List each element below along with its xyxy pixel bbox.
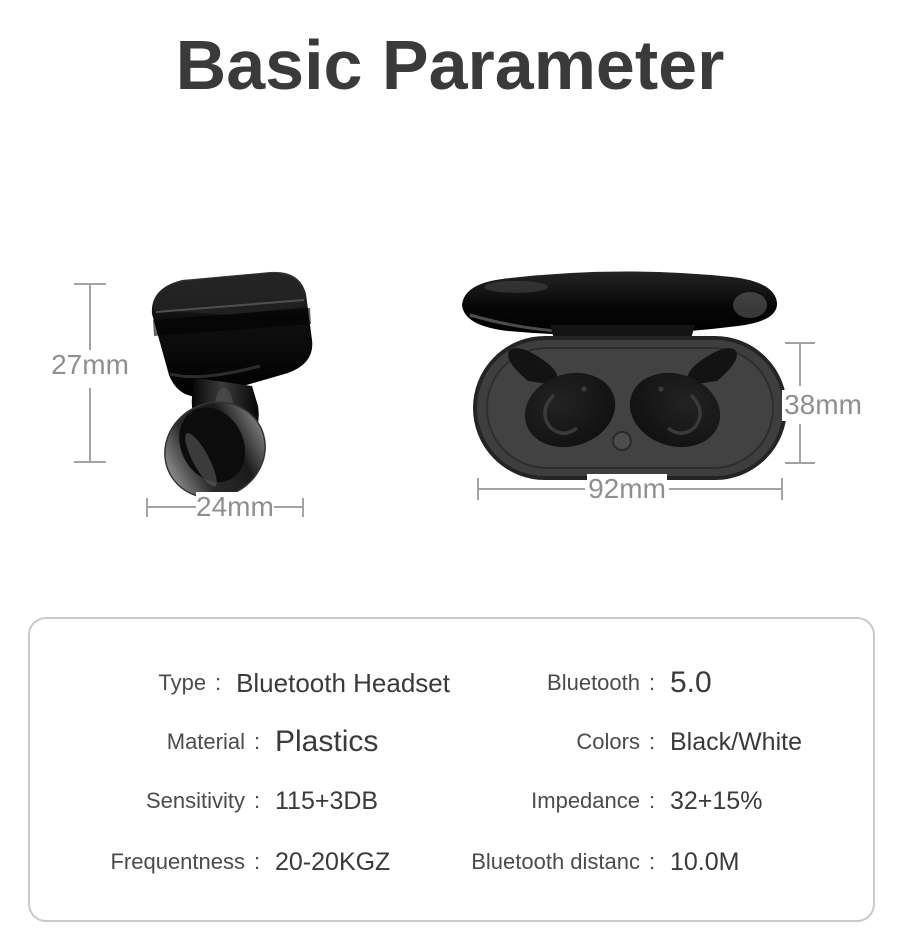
page-title: Basic Parameter	[175, 26, 725, 104]
earbud-photo	[140, 262, 325, 497]
spec-label: Type	[158, 670, 207, 695]
spec-frequency	[50, 844, 450, 880]
spec-label: Sensitivity	[145, 788, 245, 813]
spec-row	[30, 783, 873, 819]
spec-sensitivity	[50, 783, 450, 819]
dimension-label: 24mm	[196, 491, 274, 522]
dimension-line	[799, 424, 801, 462]
spec-value: 5.0	[670, 666, 712, 699]
spec-colon: :	[648, 670, 656, 695]
dimension-line	[669, 488, 781, 490]
dimension-label: 27mm	[48, 350, 132, 381]
spec-box	[28, 617, 875, 922]
spec-colon: :	[648, 729, 656, 754]
spec-material	[50, 724, 450, 760]
spec-row	[30, 844, 873, 880]
spec-label: Bluetooth distanc	[471, 849, 640, 874]
dimension-label: 92mm	[588, 473, 666, 504]
dimension-tick	[785, 462, 815, 464]
spec-row	[30, 724, 873, 760]
case-button	[613, 432, 631, 450]
spec-colors	[460, 724, 860, 760]
spec-label: Bluetooth	[547, 670, 640, 695]
spec-label: Impedance	[531, 788, 640, 813]
dimension-line	[89, 388, 91, 462]
spec-colon: :	[648, 788, 656, 813]
spec-value: Bluetooth Headset	[236, 667, 450, 698]
spec-impedance	[460, 783, 860, 819]
spec-type	[50, 665, 450, 701]
spec-value: 20-20KGZ	[275, 847, 391, 876]
dimension-label: 38mm	[782, 390, 864, 421]
spec-label: Frequentness	[110, 849, 245, 874]
spec-value: 115+3DB	[275, 786, 379, 815]
dimension-line	[479, 488, 585, 490]
spec-value: 32+15%	[670, 786, 763, 815]
spec-bluetooth-distance	[460, 844, 860, 880]
dimension-tick	[781, 478, 783, 500]
charging-case-photo	[450, 263, 795, 483]
spec-label: Material	[166, 729, 245, 754]
spec-colon: :	[215, 670, 222, 695]
spec-colon: :	[253, 729, 261, 754]
dimension-line	[89, 284, 91, 354]
spec-row	[30, 665, 873, 701]
spec-bluetooth-version	[460, 665, 860, 701]
dimension-line	[274, 506, 302, 508]
spec-colon: :	[648, 849, 656, 874]
spec-label: Colors	[576, 729, 640, 754]
spec-value: Black/White	[670, 727, 802, 756]
spec-colon: :	[253, 849, 261, 874]
dimension-line	[148, 506, 196, 508]
spec-value: Plastics	[275, 725, 379, 758]
spec-value: 10.0M	[670, 847, 740, 876]
dimension-tick	[302, 498, 304, 517]
dimension-tick	[74, 461, 106, 463]
dimension-line	[799, 344, 801, 386]
spec-colon: :	[253, 788, 261, 813]
